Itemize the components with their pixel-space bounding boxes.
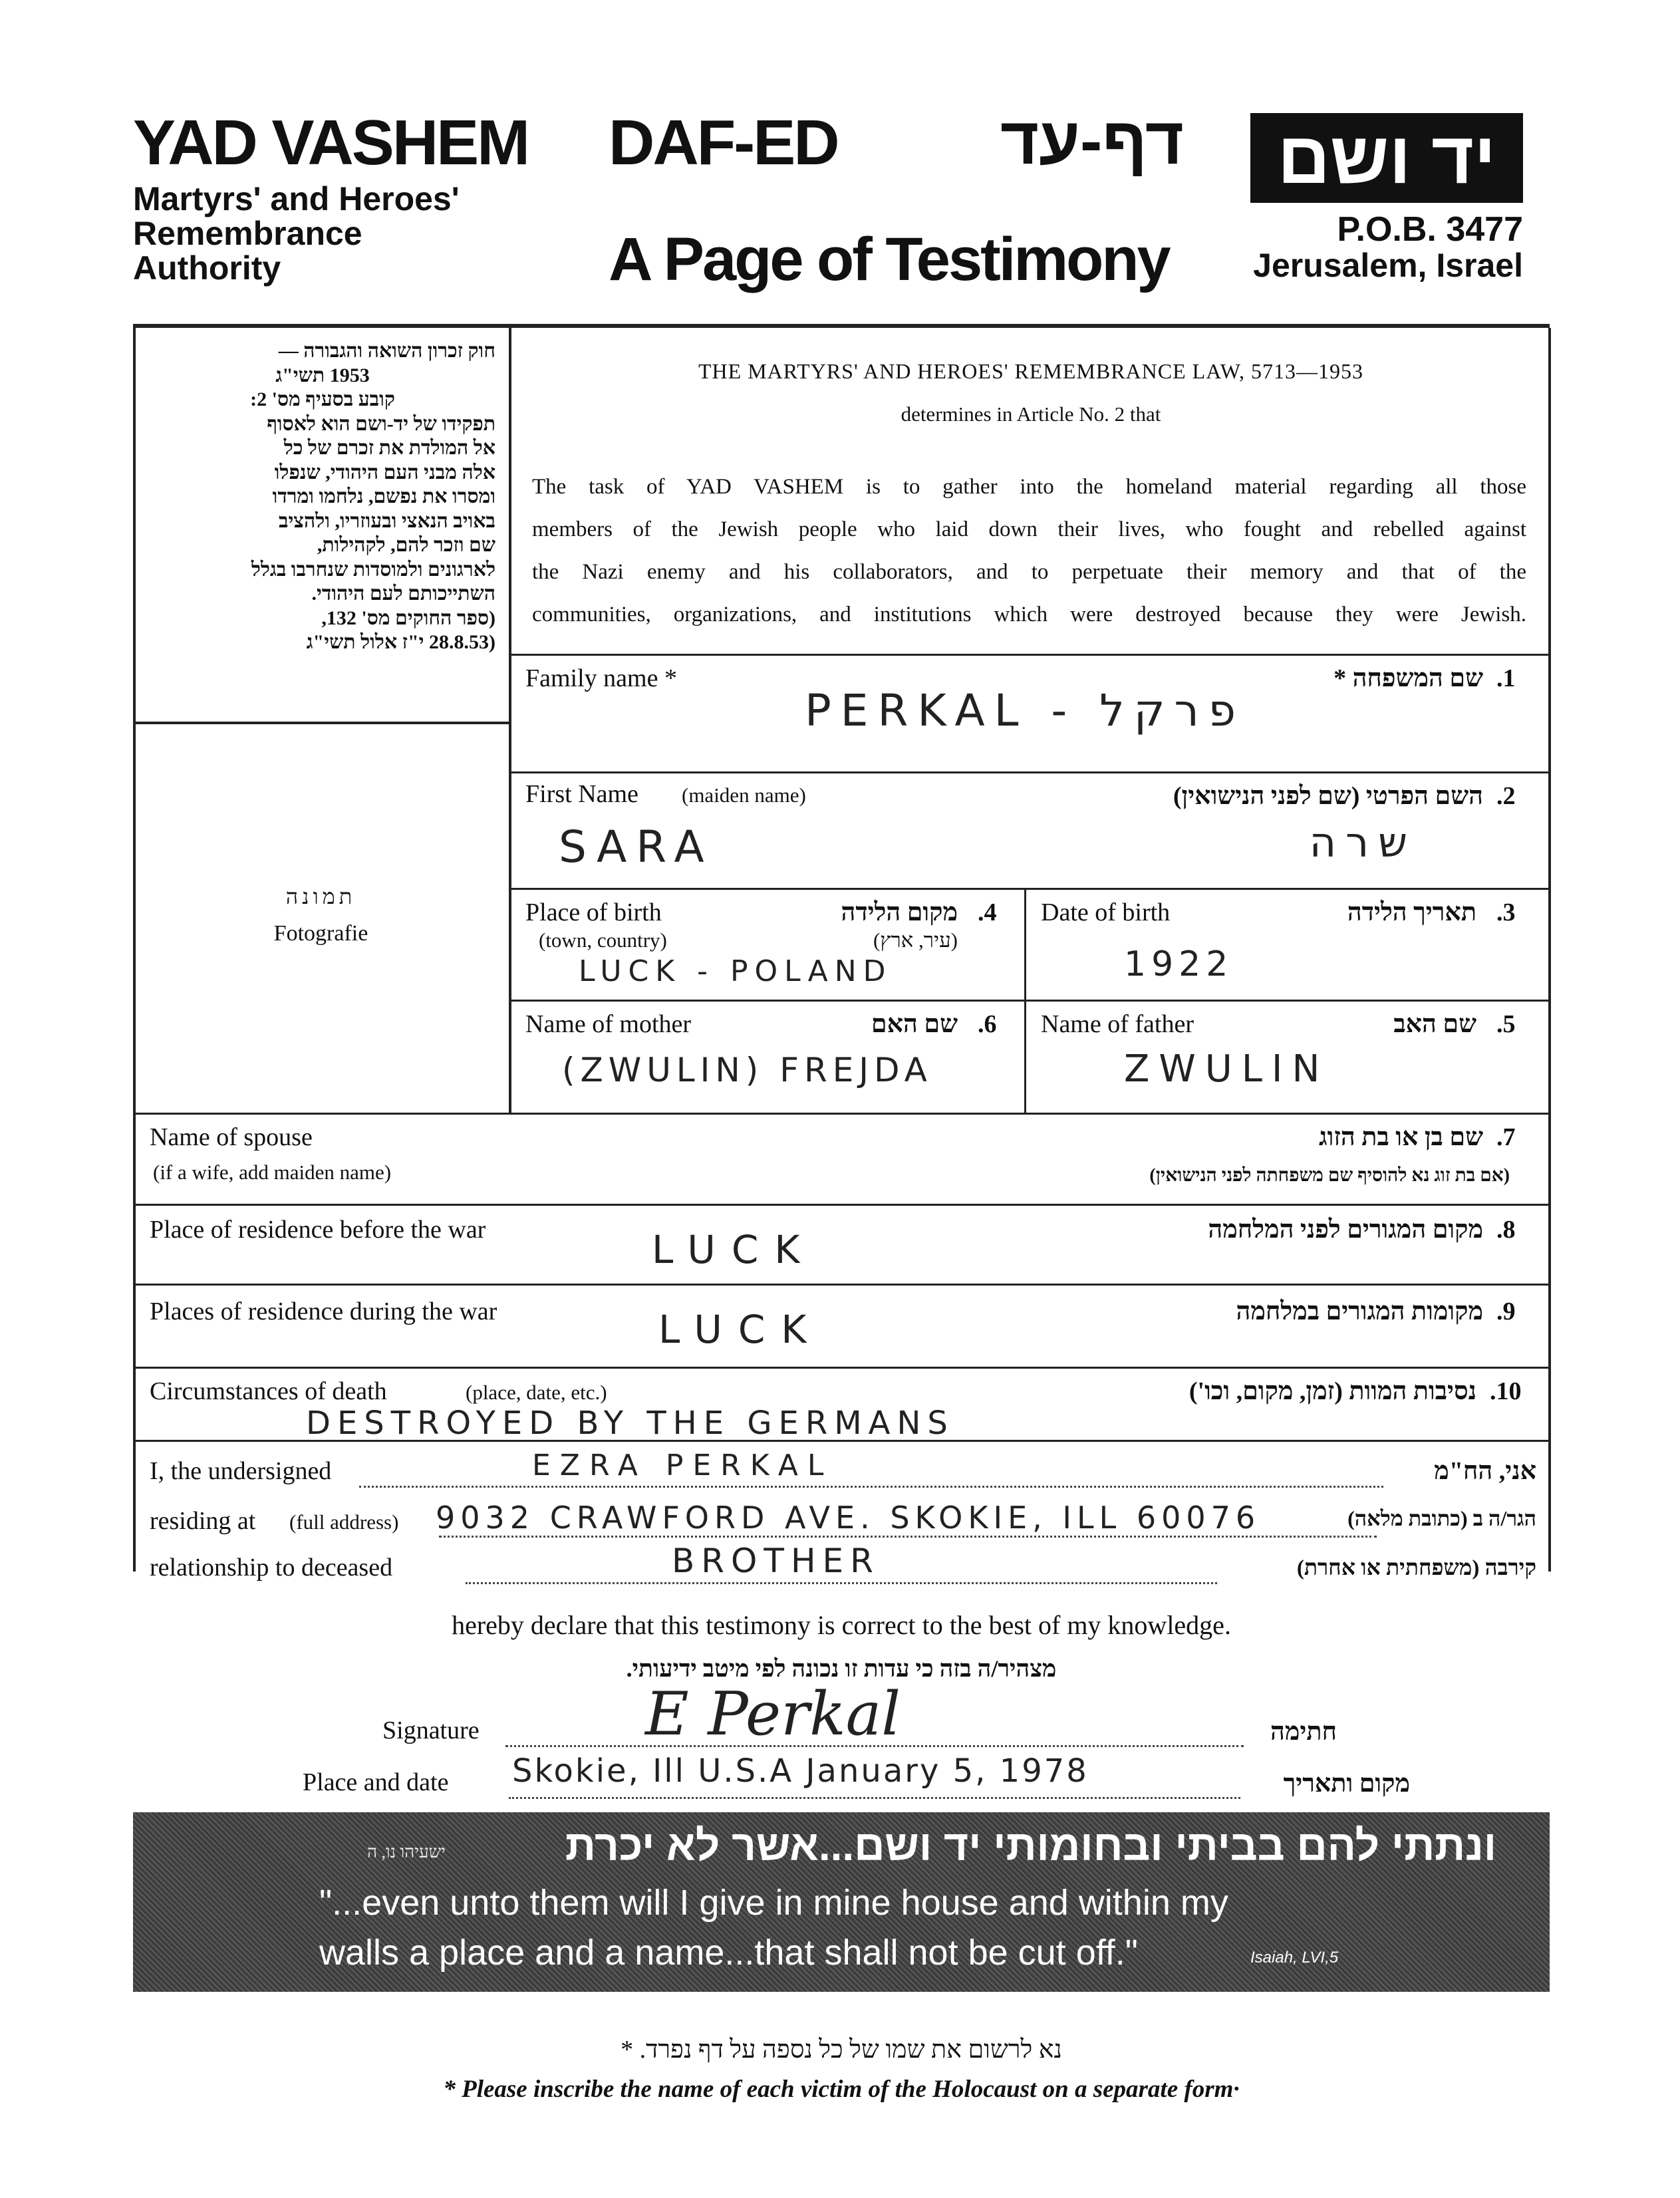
org-subtitle-3: Authority	[133, 249, 281, 287]
declaration-statement: hereby declare that this testimony is correct to the best of my knowledge.	[452, 1610, 1231, 1640]
org-subtitle-2: Remembrance	[133, 215, 362, 252]
mother-name-label: Name of mother	[525, 1010, 692, 1038]
field-number-5: .5	[1496, 1010, 1516, 1038]
field-number-8: .8	[1496, 1216, 1516, 1244]
place-of-birth-label: Place of birth	[525, 898, 662, 926]
law-heb-line: (ספר החוקים מס' 132,	[321, 607, 495, 629]
residence-during-war-value[interactable]: LUCK	[658, 1307, 823, 1352]
law-body-line: communities, organizations, and institutions which were destroyed because they were Jewish.	[532, 603, 1526, 626]
banner-english-2: walls a place and a name...that shall not be cut off."	[319, 1933, 1138, 1973]
city: Jerusalem, Israel	[1253, 247, 1523, 284]
first-name-label: First Name	[525, 780, 638, 808]
law-subtitle: determines in Article No. 2 that	[901, 402, 1161, 426]
father-name-label-hebrew: שם האב	[1393, 1010, 1476, 1038]
field-number-4: .4	[978, 898, 997, 926]
residing-label: residing at	[150, 1507, 256, 1535]
mother-name-value[interactable]: (ZWULIN) FREJDA	[562, 1051, 932, 1089]
place-date-label-hebrew: מקום ותאריך	[1283, 1770, 1410, 1798]
field-number-6: .6	[978, 1010, 997, 1038]
date-of-birth-value[interactable]: 1922	[1124, 944, 1234, 984]
signature-label-hebrew: חתימה	[1270, 1718, 1337, 1746]
field-number-9: .9	[1496, 1298, 1516, 1325]
residence-before-war-label-hebrew: מקום המגורים לפני המלחמה	[1208, 1216, 1483, 1244]
banner-hebrew: ונתתי להם בביתי ובחומותי יד ושם...אשר לא יכרת	[565, 1822, 1496, 1869]
field-number-7: .7	[1496, 1123, 1516, 1151]
daf-ed-hebrew: דף-עד	[1000, 104, 1184, 178]
place-of-birth-value[interactable]: LUCK - POLAND	[579, 954, 893, 988]
circumstances-death-label: Circumstances of death	[150, 1377, 387, 1405]
law-title: THE MARTYRS' AND HEROES' REMEMBRANCE LAW, 5713—1953	[698, 359, 1364, 383]
law-heb-line: באויב הנאצי ובעוזריו, ולהציב	[278, 509, 495, 532]
relationship-label-hebrew: קירבה (משפחתית או אחרת)	[1296, 1556, 1536, 1580]
declaration-statement-hebrew: מצהיר/ה בזה כי עדות זו נכונה לפי מיטב ידיעותי.	[626, 1655, 1057, 1682]
undersigned-label-hebrew: אני, הח"מ	[1434, 1457, 1536, 1485]
circumstances-death-sublabel: (place, date, etc.)	[466, 1381, 607, 1404]
law-hebrew-text	[150, 339, 495, 655]
place-date-value[interactable]: Skokie, Ill U.S.A January 5, 1978	[512, 1752, 1089, 1790]
relationship-label: relationship to deceased	[150, 1554, 393, 1581]
field-number-1: .1	[1496, 664, 1516, 692]
undersigned-value[interactable]: EZRA PERKAL	[532, 1448, 833, 1482]
banner-hebrew-ref: ישעיהו נו, ה	[367, 1842, 446, 1861]
first-name-label-hebrew: השם הפרטי (שם לפני הנישואין)	[1173, 782, 1483, 810]
pob: P.O.B. 3477	[1337, 210, 1523, 249]
signature-label: Signature	[382, 1717, 480, 1744]
relationship-value[interactable]: BROTHER	[672, 1542, 880, 1580]
law-body-line: the Nazi enemy and his collaborators, and to perpetuate their memory and that of the	[532, 560, 1526, 584]
law-heb-line: קובע בסעיף מס' 2:	[250, 388, 395, 410]
residing-sublabel: (full address)	[289, 1510, 399, 1534]
law-body-line: The task of YAD VASHEM is to gather into the homeland material regarding all those	[532, 475, 1526, 499]
place-of-birth-sublabel: (town, country)	[539, 928, 667, 952]
mother-name-label-hebrew: שם האם	[871, 1010, 958, 1038]
law-heb-line: 1953 תשי"ג	[275, 364, 370, 386]
spouse-label: Name of spouse	[150, 1123, 313, 1151]
org-subtitle-1: Martyrs' and Heroes'	[133, 180, 460, 217]
first-name-sublabel: (maiden name)	[682, 783, 806, 807]
page-title: A Page of Testimony	[609, 225, 1169, 293]
banner-english-ref: Isaiah, LVI,5	[1250, 1949, 1339, 1967]
family-name-value[interactable]: PERKAL - פרקל	[805, 685, 1245, 736]
field-number-10: .10	[1490, 1377, 1522, 1405]
daf-ed-latin: DAF-ED	[609, 107, 838, 178]
law-heb-line: לארגונים ולמוסדות שנחרבו בגלל	[251, 558, 495, 581]
law-heb-line: אלה מבני העם היהודי, שנפלו	[274, 461, 495, 483]
residing-label-hebrew: הגר/ה ב (כתובת מלאה)	[1347, 1506, 1536, 1530]
date-of-birth-label-hebrew: תאריך הלידה	[1347, 898, 1476, 926]
residence-during-war-label: Places of residence during the war	[150, 1298, 497, 1325]
law-heb-line: השתייכותם לעם היהודי.	[311, 583, 495, 605]
residence-before-war-label: Place of residence before the war	[150, 1216, 486, 1244]
date-of-birth-label: Date of birth	[1041, 898, 1171, 926]
family-name-label: Family name *	[525, 664, 677, 692]
residing-value[interactable]: 9032 CRAWFORD AVE. SKOKIE, ILL 60076	[436, 1500, 1261, 1536]
photo-label-hebrew: תמונה	[285, 885, 356, 908]
undersigned-label: I, the undersigned	[150, 1457, 332, 1485]
law-heb-line: שם וזכר להם, לקהילות,	[317, 534, 495, 556]
law-heb-line: אל המולדת את זכרם של כל	[283, 437, 495, 459]
place-of-birth-label-hebrew: מקום הלידה	[841, 898, 958, 926]
law-body-line: members of the Jewish people who laid down their lives, who fought and rebelled against	[532, 517, 1526, 541]
place-date-label: Place and date	[303, 1768, 449, 1796]
footer-english: * Please inscribe the name of each victim of the Holocaust on a separate form·	[443, 2076, 1240, 2103]
circumstances-death-label-hebrew: נסיבות המוות (זמן, מקום, וכו')	[1189, 1377, 1476, 1405]
family-name-label-hebrew: שם המשפחה *	[1333, 664, 1483, 692]
father-name-value[interactable]: ZWULIN	[1124, 1047, 1330, 1091]
law-heb-line: ומסרו את נפשם, נלחמו ומרדו	[272, 485, 495, 507]
spouse-label-hebrew: שם בן או בת הזוג	[1319, 1123, 1483, 1151]
place-of-birth-sublabel-hebrew: (עיר, ארץ)	[873, 928, 958, 952]
law-body	[532, 466, 1526, 636]
first-name-value-hebrew[interactable]: שרה	[1309, 818, 1417, 867]
law-heb-line: חוק זכרון השואה והגבורה —	[278, 340, 495, 362]
logo-hebrew: יד ושם	[1277, 117, 1496, 199]
field-number-3: .3	[1496, 898, 1516, 926]
spouse-sublabel-hebrew: (אם בת זוג נא להוסיף שם משפחתה לפני הנישואין)	[1149, 1165, 1510, 1186]
father-name-label: Name of father	[1041, 1010, 1194, 1038]
footer-hebrew: נא לרשום את שמו של כל נספה על דף נפרד. *	[621, 2036, 1062, 2064]
org-name: YAD VASHEM	[133, 107, 529, 178]
first-name-value[interactable]: SARA	[559, 821, 714, 873]
signature-value[interactable]: E Perkal	[645, 1679, 901, 1749]
residence-before-war-value[interactable]: LUCK	[652, 1227, 816, 1272]
photo-label: Fotografie	[273, 921, 368, 946]
residence-during-war-label-hebrew: מקומות המגורים במלחמה	[1236, 1298, 1483, 1325]
law-heb-line: תפקידו של יד-ושם הוא לאסוף	[267, 412, 495, 435]
circumstances-death-value[interactable]: DESTROYED BY THE GERMANS	[306, 1405, 954, 1442]
field-number-2: .2	[1496, 782, 1516, 810]
law-heb-line: (28.8.53 י"ז אלול תשי"ג	[306, 631, 495, 653]
spouse-sublabel: (if a wife, add maiden name)	[153, 1161, 392, 1184]
banner-english-1: "...even unto them will I give in mine house and within my	[319, 1883, 1228, 1923]
